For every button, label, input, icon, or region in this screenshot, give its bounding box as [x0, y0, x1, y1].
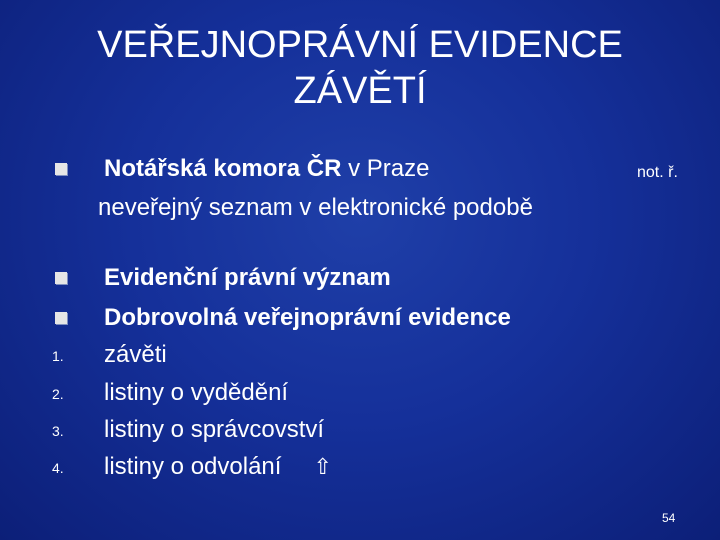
item-number: 4.	[52, 460, 64, 476]
item-text: listiny o odvolání	[104, 453, 282, 480]
square-bullet-icon	[55, 163, 67, 175]
up-arrow-icon[interactable]: ⇧	[313, 454, 332, 479]
page-number: 54	[662, 511, 676, 525]
square-bullet-icon	[55, 272, 67, 284]
bullet-text: Evidenční právní význam	[104, 264, 391, 291]
item-number: 3.	[52, 423, 64, 439]
item-number: 1.	[52, 348, 64, 364]
square-bullet-icon	[55, 312, 67, 324]
item-text: listiny o správcovství	[104, 416, 325, 443]
item-text: závěti	[104, 341, 167, 368]
note-text: not. ř.	[637, 164, 678, 181]
bullet-text: Dobrovolná veřejnoprávní evidence	[104, 304, 511, 331]
slide-title	[0, 22, 720, 114]
bullet-continuation-text: neveřejný seznam v elektronické podobě	[98, 194, 533, 221]
bullet-bold-text: Notářská komora ČR	[104, 155, 342, 182]
title-line-2: ZÁVĚTÍ	[293, 70, 427, 112]
item-text: listiny o vydědění	[104, 379, 289, 406]
item-number: 2.	[52, 386, 64, 402]
bullet-normal-text: v Praze	[341, 155, 430, 182]
title-line-1: VEŘEJNOPRÁVNÍ EVIDENCE	[97, 24, 623, 66]
